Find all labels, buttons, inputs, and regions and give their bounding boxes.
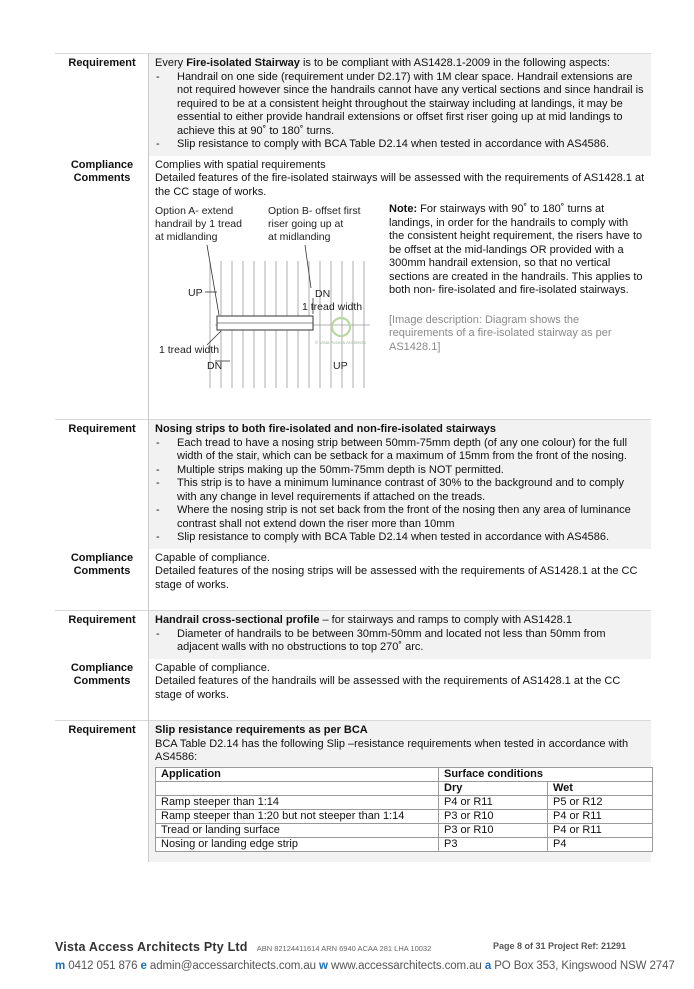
requirements-table bbox=[55, 53, 651, 862]
company-name: Vista Access Architects Pty Ltd bbox=[55, 940, 248, 954]
requirement-title: Handrail cross-sectional profile – for stairways and ramps to comply with AS1428.1 bbox=[155, 614, 572, 626]
svg-text:at midlanding: at midlanding bbox=[155, 231, 218, 243]
row-label: Requirement bbox=[55, 721, 149, 862]
table-subheader-row bbox=[156, 781, 653, 795]
svg-text:© Vista Access Architects: © Vista Access Architects bbox=[315, 340, 366, 345]
row-label: Compliance Comments bbox=[55, 156, 149, 420]
figure-row bbox=[155, 203, 646, 393]
tread-width-label: 1 tread width bbox=[159, 344, 220, 356]
requirement-content bbox=[149, 611, 652, 659]
requirement-row-fire-isolated-stairway bbox=[55, 54, 651, 156]
page-footer bbox=[55, 940, 675, 972]
compliance-line: Detailed features of the nosing strips will be assessed with the requirements of AS1428.1 at the CC stage of works. bbox=[155, 565, 638, 591]
header-surface-conditions: Surface conditions bbox=[439, 767, 653, 781]
compliance-line: Complies with spatial requirements bbox=[155, 158, 326, 171]
requirement-bullets bbox=[155, 628, 646, 655]
image-description: [Image description: Diagram shows the requirements of a fire-isolated stairway as per AS1428.1] bbox=[389, 313, 612, 353]
table-row: Tread or landing surface P3 or R10 P4 or R11 bbox=[156, 823, 653, 837]
row-label: Requirement bbox=[55, 54, 149, 156]
list-item: - Handrail on one side (requirement under D2.17) with 1M clear space. Handrail extensions are not required however since the handrails cannot have any vertical sections and since handrail is required to be at a consistent height throughout the stairway including at landings, it may be essential to either provide handrail extensions or offset first riser going up at mid landings to achieve this at 90˚ to 180˚ turns. bbox=[155, 71, 646, 139]
svg-text:handrail by 1 tread: handrail by 1 tread bbox=[155, 218, 242, 230]
list-item: - Multiple strips making up the 50mm-75mm depth is NOT permitted. bbox=[155, 464, 646, 478]
up-label: UP bbox=[188, 287, 203, 299]
compliance-content bbox=[149, 659, 652, 721]
requirement-text: BCA Table D2.14 has the following Slip –resistance requirements when tested in accordance with AS4586: bbox=[155, 737, 629, 763]
row-label: Compliance Comments bbox=[55, 659, 149, 721]
list-item: - Slip resistance to comply with BCA Table D2.14 when tested in accordance with AS4586. bbox=[155, 531, 646, 545]
document-page bbox=[55, 53, 651, 862]
mobile-number: 0412 051 876 bbox=[68, 960, 138, 972]
compliance-line: Detailed features of the handrails will be assessed with the requirements of AS1428.1 at the CC stage of works. bbox=[155, 675, 621, 701]
requirement-row-handrail-profile bbox=[55, 611, 651, 659]
website-link[interactable]: www.accessarchitects.com.au bbox=[331, 960, 482, 972]
table-row: Ramp steeper than 1:14 P4 or R11 P5 or R12 bbox=[156, 795, 653, 809]
compliance-line: Capable of compliance. bbox=[155, 551, 270, 564]
requirement-row-nosing-strips bbox=[55, 420, 651, 549]
requirement-intro: Every Fire-isolated Stairway is to be compliant with AS1428.1-2009 in the following aspects: bbox=[155, 57, 610, 69]
compliance-row-nosing-strips bbox=[55, 549, 651, 611]
row-label: Compliance Comments bbox=[55, 549, 149, 611]
option-b-label: Option B- offset first bbox=[268, 205, 361, 217]
registration-numbers: ABN 82124411614 ARN 6940 ACAA 281 LHA 10032 bbox=[256, 944, 432, 953]
compliance-line: Capable of compliance. bbox=[155, 661, 270, 674]
requirement-content bbox=[149, 721, 652, 862]
list-item: - Diameter of handrails to be between 30mm-50mm and located not less than 50mm from adjacent walls with no obstructions to top 270˚ arc. bbox=[155, 628, 646, 655]
requirement-bullets bbox=[155, 437, 646, 545]
email-link[interactable]: admin@accessarchitects.com.au bbox=[149, 960, 316, 972]
requirement-content bbox=[149, 420, 652, 549]
requirement-bullets bbox=[155, 71, 646, 152]
dn-label: DN bbox=[207, 360, 223, 372]
header-wet: Wet bbox=[548, 781, 653, 795]
compliance-content bbox=[149, 549, 652, 611]
list-item: - Where the nosing strip is not set back from the front of the nosing then any area of luminance contrast shall not extend down the riser more than 10mm bbox=[155, 504, 646, 531]
dn-label: DN bbox=[315, 288, 331, 300]
up-label: UP bbox=[333, 360, 348, 372]
stairway-diagram bbox=[155, 203, 385, 393]
list-item: - Slip resistance to comply with BCA Table D2.14 when tested in accordance with AS4586. bbox=[155, 138, 646, 152]
stairway-type: Fire-isolated Stairway bbox=[186, 57, 300, 69]
watermark bbox=[315, 318, 367, 345]
header-application: Application bbox=[156, 767, 439, 781]
stair-plan-drawing bbox=[155, 203, 385, 393]
note-label: Note: bbox=[389, 203, 418, 215]
table-row: Nosing or landing edge strip P3 P4 bbox=[156, 837, 653, 851]
option-a-label: Option A- extend bbox=[155, 205, 234, 217]
compliance-row-fire-isolated-stairway bbox=[55, 156, 651, 420]
requirement-row-slip-resistance bbox=[55, 721, 651, 862]
compliance-row-handrail-profile bbox=[55, 659, 651, 721]
slip-resistance-table bbox=[155, 767, 653, 852]
compliance-content bbox=[149, 156, 652, 420]
requirement-title: Nosing strips to both fire-isolated and non-fire-isolated stairways bbox=[155, 423, 497, 435]
postal-address: PO Box 353, Kingswood NSW 2747 bbox=[494, 960, 675, 972]
svg-text:riser going up at: riser going up at bbox=[268, 218, 344, 230]
requirement-title: Slip resistance requirements as per BCA bbox=[155, 724, 368, 736]
svg-text:at midlanding: at midlanding bbox=[268, 231, 331, 243]
header-dry: Dry bbox=[439, 781, 548, 795]
row-label: Requirement bbox=[55, 420, 149, 549]
contact-line: m 0412 051 876 e admin@accessarchitects.com.au w www.accessarchitects.com.au a PO Box 353, Kingswood NSW 2747 bbox=[55, 960, 675, 972]
table-header-row bbox=[156, 767, 653, 781]
note-text: For stairways with 90˚ to 180˚ turns at landings, in order for the handrails to comply with the consistent height requirement, the risers have to be offset at the mid-landings OR provided with a 300mm handrail extension, so that no vertical sections are created in the handrails. This applies to both non- fire-isolated and fire-isolated stairways. bbox=[389, 203, 643, 296]
stairway-note bbox=[389, 203, 646, 393]
list-item: - This strip is to have a minimum luminance contrast of 30% to the background and to comply with any change in level requirements if attached on the treads. bbox=[155, 477, 646, 504]
table-row: Ramp steeper than 1:20 but not steeper than 1:14 P3 or R10 P4 or R11 bbox=[156, 809, 653, 823]
page-number: Page 8 of 31 Project Ref: 21291 bbox=[493, 941, 627, 951]
tread-width-label: 1 tread width bbox=[302, 301, 363, 313]
requirement-content bbox=[149, 54, 652, 156]
list-item: - Each tread to have a nosing strip between 50mm-75mm depth (of any one colour) for the full width of the stair, which can be setback for a maximum of 15mm from the front of the nosing. bbox=[155, 437, 646, 464]
compliance-line: Detailed features of the fire-isolated stairways will be assessed with the requirements of AS1428.1 at the CC stage of works. bbox=[155, 172, 645, 198]
row-label: Requirement bbox=[55, 611, 149, 659]
